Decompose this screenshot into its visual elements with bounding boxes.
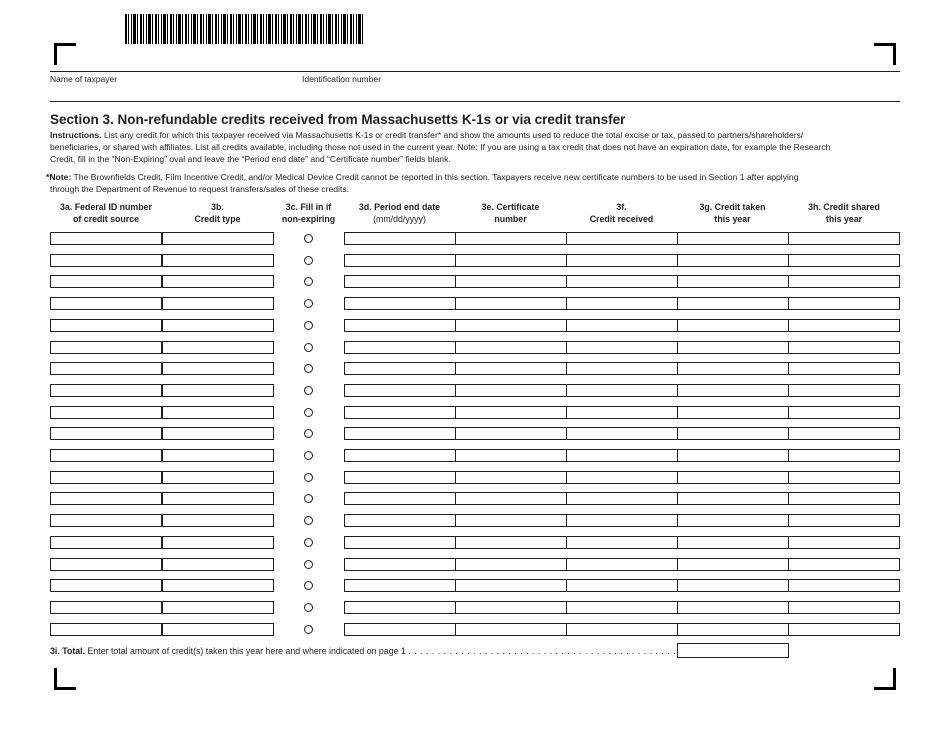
credit-type-field[interactable] [162,297,274,310]
non-expiring-oval[interactable] [304,451,313,460]
certificate-number-field[interactable] [455,427,567,440]
credit-shared-field[interactable] [788,514,900,527]
credit-shared-field[interactable] [788,384,900,397]
period-end-date-field[interactable] [344,536,456,549]
federal-id-field[interactable] [50,319,162,332]
federal-id-field[interactable] [50,449,162,462]
non-expiring-oval[interactable] [304,516,313,525]
identification-number-label: Identification number [302,74,381,84]
certificate-number-field[interactable] [455,449,567,462]
credit-received-field[interactable] [566,254,678,267]
total-label: 3i. Total. [50,646,86,656]
period-end-date-field[interactable] [344,384,456,397]
column-header-3g: 3g. Credit taken this year [699,202,766,224]
credit-taken-field[interactable] [677,362,789,375]
credit-received-field[interactable] [566,449,678,462]
credit-shared-field[interactable] [788,362,900,375]
certificate-number-field[interactable] [455,536,567,549]
column-header-3d: 3d. Period end date (mm/dd/yyyy) [358,202,441,224]
certificate-number-field[interactable] [455,601,567,614]
credit-received-field[interactable] [566,406,678,419]
credit-type-field[interactable] [162,427,274,440]
credit-taken-field[interactable] [677,319,789,332]
note-line-2: through the Department of Revenue to request transfers/sales of these credits. [50,184,350,194]
instructions-lead: Instructions. [50,130,102,140]
period-end-date-field[interactable] [344,623,456,636]
federal-id-field[interactable] [50,536,162,549]
federal-id-field[interactable] [50,492,162,505]
certificate-number-field[interactable] [455,406,567,419]
credit-type-field[interactable] [162,449,274,462]
credit-taken-field[interactable] [677,536,789,549]
credit-shared-field[interactable] [788,449,900,462]
certificate-number-field[interactable] [455,384,567,397]
credit-shared-field[interactable] [788,623,900,636]
credit-taken-field[interactable] [677,297,789,310]
certificate-number-field[interactable] [455,623,567,636]
crop-mark-bottom-left [54,668,76,690]
credit-type-field[interactable] [162,254,274,267]
credit-type-field[interactable] [162,579,274,592]
period-end-date-field[interactable] [344,492,456,505]
instructions-line-3: Credit, fill in the “Non-Expiring” oval and leave the “Period end date” and “Certificate number” fields blank. [50,154,451,164]
period-end-date-field[interactable] [344,406,456,419]
credit-taken-field[interactable] [677,384,789,397]
federal-id-field[interactable] [50,623,162,636]
credit-taken-field[interactable] [677,449,789,462]
credit-shared-field[interactable] [788,297,900,310]
credit-shared-field[interactable] [788,536,900,549]
credit-received-field[interactable] [566,427,678,440]
non-expiring-oval[interactable] [304,234,313,243]
non-expiring-oval[interactable] [304,603,313,612]
period-end-date-field[interactable] [344,579,456,592]
non-expiring-oval[interactable] [304,494,313,503]
credit-type-field[interactable] [162,601,274,614]
total-text: Enter total amount of credit(s) taken this year here and where indicated on page 1 [87,646,406,656]
credit-type-field[interactable] [162,384,274,397]
federal-id-field[interactable] [50,601,162,614]
credit-taken-field[interactable] [677,427,789,440]
non-expiring-oval[interactable] [304,321,313,330]
column-header-3e: 3e. Certificate number [481,202,540,224]
credit-received-field[interactable] [566,341,678,354]
total-leader-dots: . . . . . . . . . . . . . . . . . . . . . . . . . . . . . . . . . . . . . . . . . . . . . . [408,646,677,656]
credit-shared-field[interactable] [788,427,900,440]
instructions-line-2: beneficiaries, or shared with affiliates. List all credits available, including those not used in the current year. Note: If you are using a tax credit that does not have an expiration date, for example the Research [50,142,831,152]
period-end-date-field[interactable] [344,341,456,354]
credit-type-field[interactable] [162,514,274,527]
certificate-number-field[interactable] [455,319,567,332]
non-expiring-oval[interactable] [304,256,313,265]
non-expiring-oval[interactable] [304,343,313,352]
non-expiring-oval[interactable] [304,277,313,286]
credit-shared-field[interactable] [788,232,900,245]
credit-shared-field[interactable] [788,471,900,484]
name-of-taxpayer-label: Name of taxpayer [50,74,118,84]
period-end-date-field[interactable] [344,427,456,440]
column-header-3h: 3h. Credit shared this year [808,202,880,224]
credit-received-field[interactable] [566,384,678,397]
credit-type-field[interactable] [162,341,274,354]
credit-taken-field[interactable] [677,471,789,484]
federal-id-field[interactable] [50,384,162,397]
credit-type-field[interactable] [162,623,274,636]
federal-id-field[interactable] [50,232,162,245]
credit-received-field[interactable] [566,232,678,245]
credit-shared-field[interactable] [788,558,900,571]
certificate-number-field[interactable] [455,471,567,484]
period-end-date-field[interactable] [344,254,456,267]
credit-taken-field[interactable] [677,514,789,527]
federal-id-field[interactable] [50,514,162,527]
credit-received-field[interactable] [566,362,678,375]
header-rule-bottom [50,101,900,102]
credit-taken-field[interactable] [677,579,789,592]
total-credit-taken-field[interactable] [677,643,789,658]
note [46,171,906,195]
credit-taken-field[interactable] [677,406,789,419]
period-end-date-field[interactable] [344,362,456,375]
credit-shared-field[interactable] [788,579,900,592]
credit-received-field[interactable] [566,536,678,549]
credit-shared-field[interactable] [788,341,900,354]
federal-id-field[interactable] [50,275,162,288]
note-lead: *Note: [46,172,72,182]
federal-id-field[interactable] [50,406,162,419]
credit-taken-field[interactable] [677,232,789,245]
certificate-number-field[interactable] [455,558,567,571]
period-end-date-field[interactable] [344,558,456,571]
federal-id-field[interactable] [50,362,162,375]
credit-type-field[interactable] [162,406,274,419]
federal-id-field[interactable] [50,471,162,484]
non-expiring-oval[interactable] [304,538,313,547]
certificate-number-field[interactable] [455,275,567,288]
credit-taken-field[interactable] [677,623,789,636]
credit-shared-field[interactable] [788,406,900,419]
credit-taken-field[interactable] [677,341,789,354]
period-end-date-field[interactable] [344,232,456,245]
credit-type-field[interactable] [162,536,274,549]
crop-mark-bottom-right [874,668,896,690]
column-header-3c: 3c. Fill in if non-expiring [281,202,336,224]
federal-id-field[interactable] [50,341,162,354]
credit-shared-field[interactable] [788,492,900,505]
note-text: The Brownfields Credit, Film Incentive Credit, and/or Medical Device Credit cannot be reported in this section. Taxpayers receive new certificate numbers to be used in Section 1 after applying [73,172,799,182]
credit-type-field[interactable] [162,471,274,484]
credit-taken-field[interactable] [677,275,789,288]
federal-id-field[interactable] [50,579,162,592]
period-end-date-field[interactable] [344,319,456,332]
credit-type-field[interactable] [162,558,274,571]
credit-shared-field[interactable] [788,254,900,267]
period-end-date-field[interactable] [344,514,456,527]
barcode [125,14,363,44]
credit-received-field[interactable] [566,601,678,614]
credit-type-field[interactable] [162,275,274,288]
non-expiring-oval[interactable] [304,560,313,569]
column-header-3b: 3b. Credit type [194,202,241,224]
non-expiring-oval[interactable] [304,364,313,373]
federal-id-field[interactable] [50,297,162,310]
non-expiring-oval[interactable] [304,429,313,438]
period-end-date-field[interactable] [344,601,456,614]
certificate-number-field[interactable] [455,362,567,375]
non-expiring-oval[interactable] [304,625,313,634]
credit-type-field[interactable] [162,362,274,375]
non-expiring-oval[interactable] [304,299,313,308]
credit-received-field[interactable] [566,579,678,592]
credit-type-field[interactable] [162,319,274,332]
certificate-number-field[interactable] [455,232,567,245]
total-line [50,646,676,656]
federal-id-field[interactable] [50,254,162,267]
federal-id-field[interactable] [50,427,162,440]
credit-shared-field[interactable] [788,601,900,614]
credit-shared-field[interactable] [788,275,900,288]
non-expiring-oval[interactable] [304,581,313,590]
certificate-number-field[interactable] [455,254,567,267]
certificate-number-field[interactable] [455,297,567,310]
period-end-date-field[interactable] [344,449,456,462]
credit-taken-field[interactable] [677,492,789,505]
credit-type-field[interactable] [162,492,274,505]
header-rule-top [50,71,900,72]
credit-shared-field[interactable] [788,319,900,332]
non-expiring-oval[interactable] [304,408,313,417]
section-title: Section 3. Non-refundable credits received from Massachusetts K-1s or via credit transfer [50,112,626,127]
instructions [50,129,905,165]
non-expiring-oval[interactable] [304,473,313,482]
credit-received-field[interactable] [566,297,678,310]
credit-received-field[interactable] [566,558,678,571]
credit-taken-field[interactable] [677,558,789,571]
period-end-date-field[interactable] [344,297,456,310]
credit-taken-field[interactable] [677,254,789,267]
credit-received-field[interactable] [566,623,678,636]
certificate-number-field[interactable] [455,514,567,527]
crop-mark-top-left [54,43,76,65]
column-header-3f: 3f. Credit received [589,202,654,224]
credit-received-field[interactable] [566,471,678,484]
period-end-date-field[interactable] [344,471,456,484]
credit-received-field[interactable] [566,514,678,527]
instructions-text: List any credit for which this taxpayer received via Massachusetts K-1s or credit transfer* and show the amounts used to reduce the total excise or tax, passed to partners/shareholders/ [103,130,804,140]
credit-received-field[interactable] [566,492,678,505]
credit-received-field[interactable] [566,319,678,332]
certificate-number-field[interactable] [455,341,567,354]
credit-taken-field[interactable] [677,601,789,614]
credit-received-field[interactable] [566,275,678,288]
column-header-3a: 3a. Federal ID number of credit source [60,202,152,224]
non-expiring-oval[interactable] [304,386,313,395]
certificate-number-field[interactable] [455,492,567,505]
certificate-number-field[interactable] [455,579,567,592]
period-end-date-field[interactable] [344,275,456,288]
crop-mark-top-right [874,43,896,65]
federal-id-field[interactable] [50,558,162,571]
credit-type-field[interactable] [162,232,274,245]
